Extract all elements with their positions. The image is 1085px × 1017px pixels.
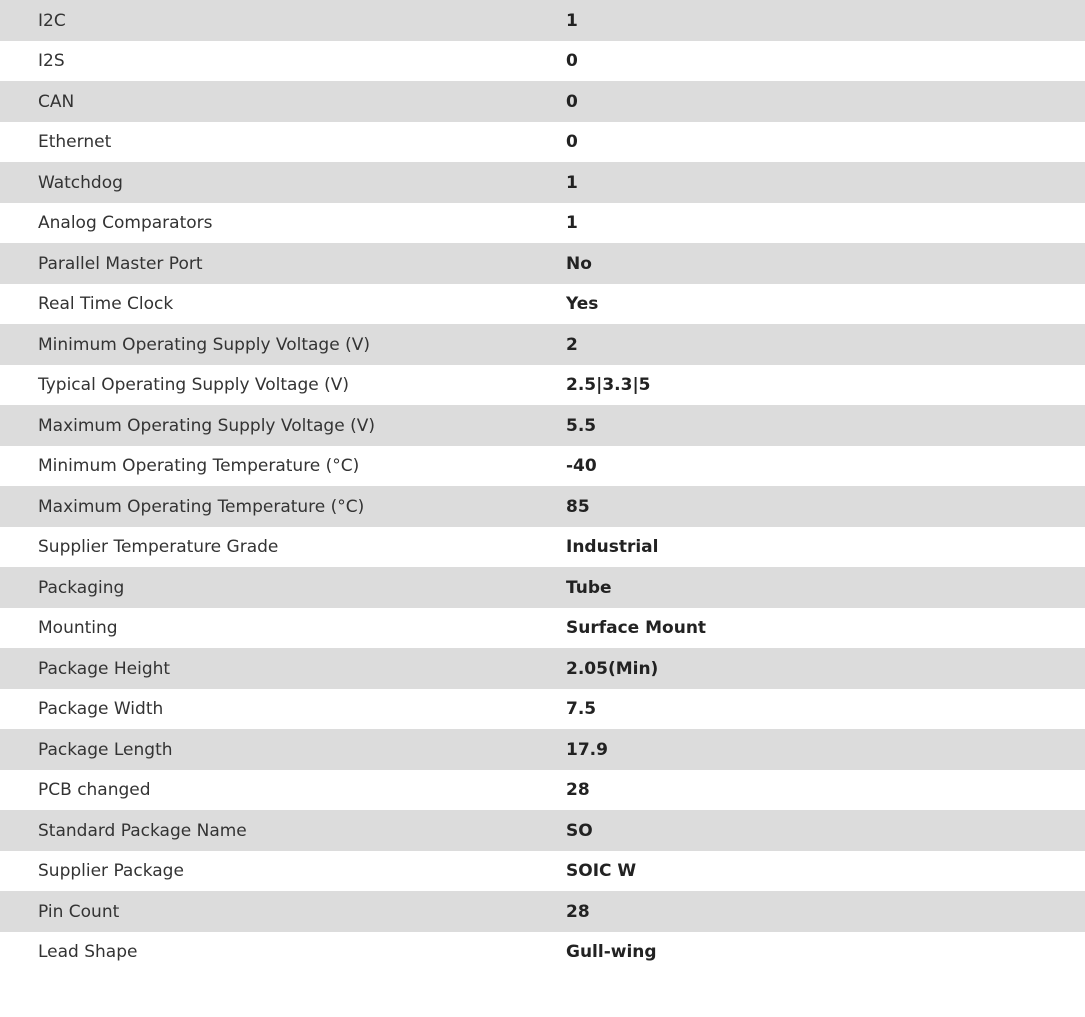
spec-value: 17.9 — [566, 739, 608, 760]
spec-value: SO — [566, 820, 593, 841]
spec-row-can — [0, 81, 1085, 122]
spec-value: 5.5 — [566, 415, 597, 436]
spec-label: Watchdog — [38, 172, 123, 193]
spec-value: 0 — [566, 91, 578, 112]
spec-value: 2.05(Min) — [566, 658, 659, 679]
spec-row-watchdog — [0, 162, 1085, 203]
spec-label: I2C — [38, 10, 66, 31]
spec-value: 7.5 — [566, 699, 597, 719]
spec-row-temperature-grade — [0, 527, 1085, 567]
spec-value: 2 — [566, 334, 578, 355]
spec-value: 1 — [566, 10, 578, 31]
spec-value: SOIC W — [566, 861, 637, 881]
spec-row-pin-count — [0, 891, 1085, 932]
spec-label: Minimum Operating Supply Voltage (V) — [38, 334, 370, 355]
spec-label: Typical Operating Supply Voltage (V) — [38, 375, 349, 395]
spec-row-parallel-master-port — [0, 243, 1085, 284]
spec-row-typ-supply-voltage — [0, 365, 1085, 405]
spec-row-pcb-changed — [0, 770, 1085, 810]
spec-row-package-length — [0, 729, 1085, 770]
spec-label: Analog Comparators — [38, 213, 213, 233]
spec-row-packaging — [0, 567, 1085, 608]
spec-label: Pin Count — [38, 901, 120, 922]
spec-label: Maximum Operating Supply Voltage (V) — [38, 415, 375, 436]
spec-label: Maximum Operating Temperature (°C) — [38, 496, 365, 517]
spec-value: 1 — [566, 213, 578, 233]
spec-label: Ethernet — [38, 132, 112, 152]
spec-row-supplier-package — [0, 851, 1085, 891]
spec-label: Mounting — [38, 618, 118, 638]
spec-value: Industrial — [566, 537, 659, 557]
spec-row-min-supply-voltage — [0, 324, 1085, 365]
spec-label: Standard Package Name — [38, 820, 247, 841]
spec-value: 28 — [566, 780, 590, 800]
spec-row-ethernet — [0, 122, 1085, 162]
spec-label: CAN — [38, 91, 75, 112]
spec-value: -40 — [566, 456, 597, 476]
spec-label: Lead Shape — [38, 942, 138, 962]
spec-label: I2S — [38, 51, 65, 71]
spec-row-max-supply-voltage — [0, 405, 1085, 446]
spec-value: 0 — [566, 132, 578, 152]
spec-row-analog-comparators — [0, 203, 1085, 243]
spec-row-i2c — [0, 0, 1085, 41]
spec-row-min-temperature — [0, 446, 1085, 486]
spec-value: 1 — [566, 172, 578, 193]
spec-value: 85 — [566, 496, 590, 517]
spec-label: Real Time Clock — [38, 294, 174, 314]
spec-label: Supplier Package — [38, 861, 184, 881]
spec-label: Package Height — [38, 658, 171, 679]
spec-label: Parallel Master Port — [38, 253, 203, 274]
spec-value: Surface Mount — [566, 618, 707, 638]
spec-row-real-time-clock — [0, 284, 1085, 324]
spec-value: Yes — [566, 294, 599, 314]
spec-value: 2.5|3.3|5 — [566, 375, 651, 395]
spec-label: Package Length — [38, 739, 173, 760]
spec-row-package-width — [0, 689, 1085, 729]
spec-value: 28 — [566, 901, 590, 922]
spec-label: Packaging — [38, 577, 125, 598]
spec-value: No — [566, 253, 592, 274]
spec-label: Package Width — [38, 699, 164, 719]
spec-row-max-temperature — [0, 486, 1085, 527]
spec-row-lead-shape — [0, 932, 1085, 972]
spec-label: Minimum Operating Temperature (°C) — [38, 456, 360, 476]
spec-value: Gull-wing — [566, 942, 657, 962]
spec-value: 0 — [566, 51, 578, 71]
spec-row-i2s — [0, 41, 1085, 81]
spec-label: Supplier Temperature Grade — [38, 537, 279, 557]
spec-row-standard-package-name — [0, 810, 1085, 851]
spec-row-mounting — [0, 608, 1085, 648]
spec-label: PCB changed — [38, 780, 151, 800]
spec-value: Tube — [566, 577, 612, 598]
spec-row-package-height — [0, 648, 1085, 689]
